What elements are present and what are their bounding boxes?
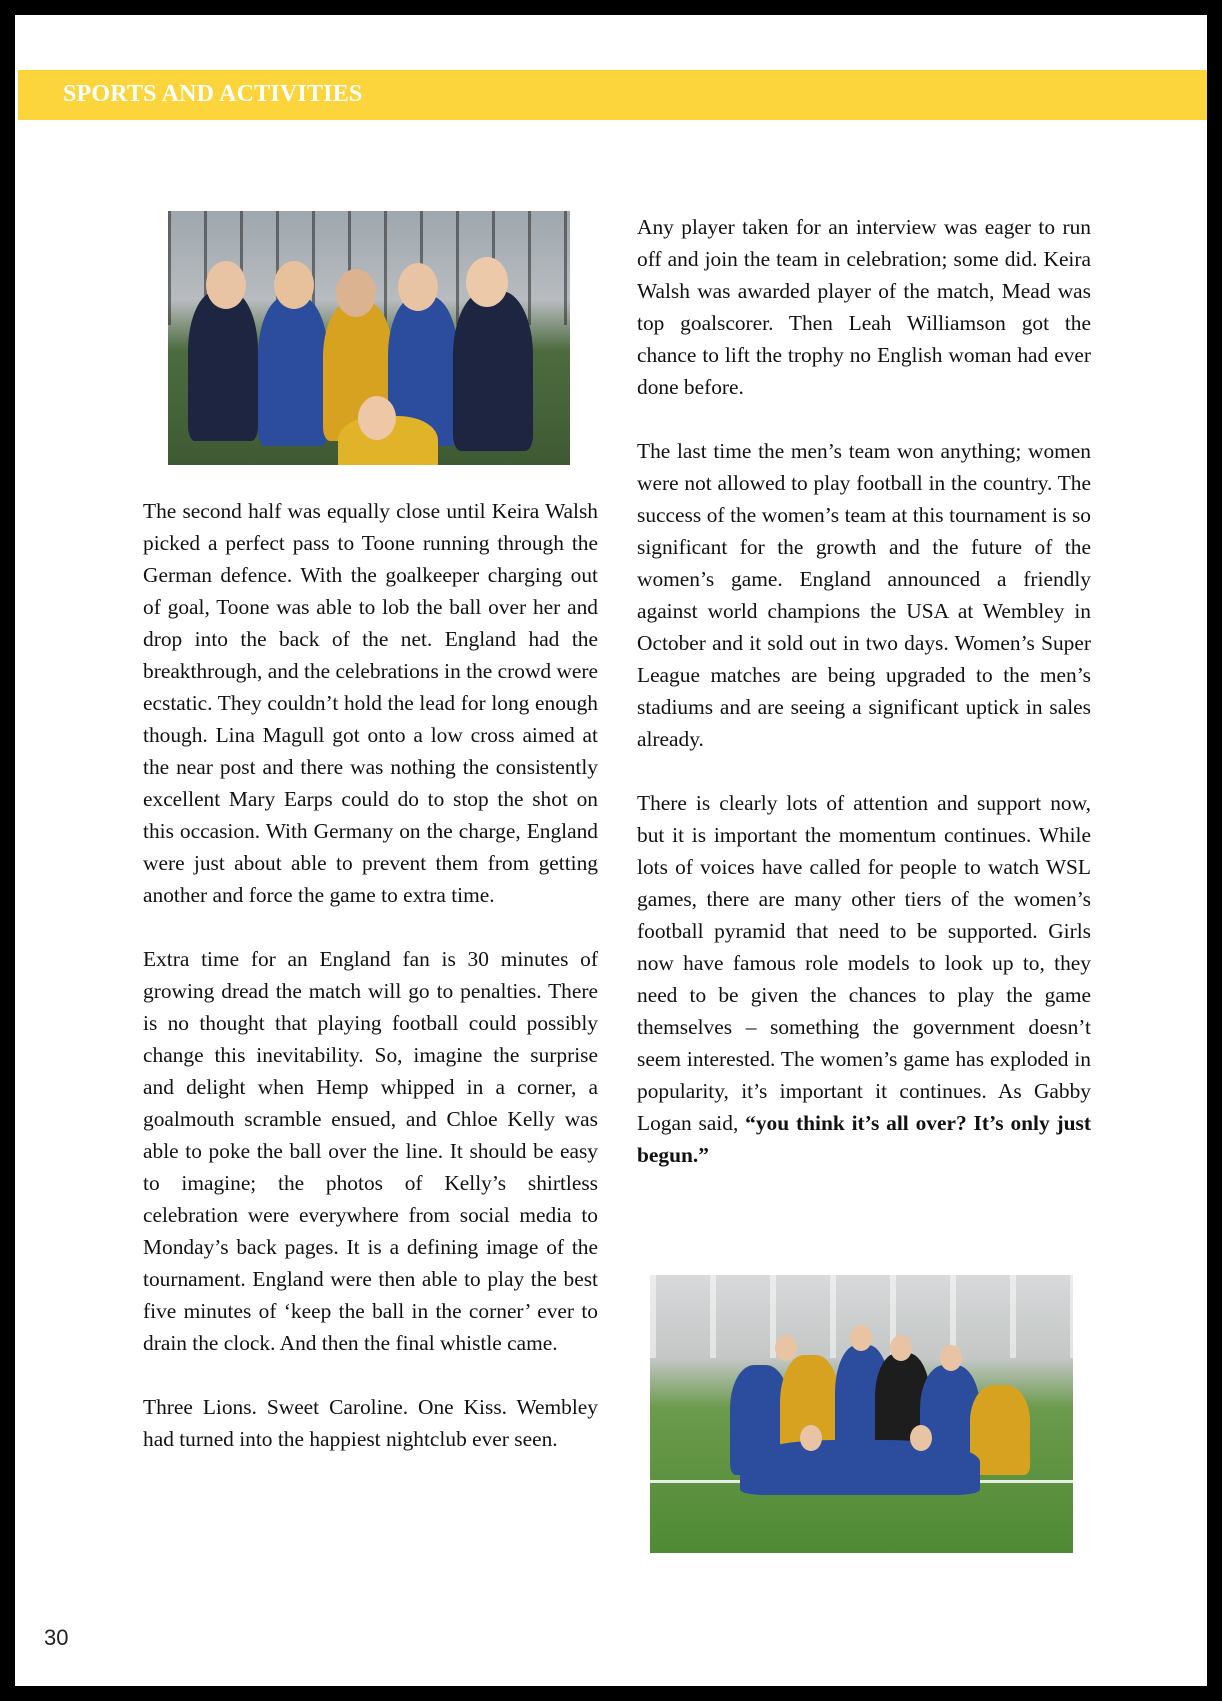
magazine-page: [15, 15, 1207, 1686]
paragraph: The last time the men’s team won anything; women were not allowed to play football in the country. The success of the women’s team at this tournament is so significant for the growth and the future of the women’s game. England announced a friendly against world champions the USA at Wembley in October and it sold out in two days. Women’s Super League matches are being upgraded to the men’s stadiums and are seeing a significant uptick in sales already.: [637, 439, 1091, 751]
closing-quote: “you think it’s all over? It’s only just begun.”: [637, 1111, 1091, 1167]
team-group-photo: [650, 1275, 1073, 1553]
right-column: [637, 211, 1091, 1203]
team-medals-photo: [168, 211, 570, 465]
section-title: SPORTS AND ACTIVITIES: [63, 81, 363, 107]
section-banner: [18, 70, 1207, 120]
paragraph-text: There is clearly lots of attention and support now, but it is important the momentum continues. While lots of voices have called for people to watch WSL games, there are many other tiers of the women’s football pyramid that need to be supported. Girls now have famous role models to look up to, they need to be given the chances to play the game themselves – something the government doesn’t seem interested. The women’s game has exploded in popularity, it’s important it continues. As Gabby Logan said,: [637, 791, 1091, 1135]
paragraph: Extra time for an England fan is 30 minutes of growing dread the match will go to penalties. There is no thought that playing football could possibly change this inevitability. So, imagine the surprise and delight when Hemp whipped in a corner, a goalmouth scramble ensued, and Chloe Kelly was able to poke the ball over the line. It should be easy to imagine; the photos of Kelly’s shirtless celebration were everywhere from social media to Monday’s back pages. It is a defining image of the tournament. England were then able to play the best five minutes of ‘keep the ball in the corner’ ever to drain the clock. And then the final whistle came.: [143, 947, 598, 1355]
left-column: [143, 495, 598, 1487]
paragraph: Three Lions. Sweet Caroline. One Kiss. Wembley had turned into the happiest nightclub ever seen.: [143, 1395, 598, 1451]
paragraph: Any player taken for an interview was eager to run off and join the team in celebration; some did. Keira Walsh was awarded player of the match, Mead was top goalscorer. Then Leah Williamson got the chance to lift the trophy no English woman had ever done before.: [637, 215, 1091, 399]
page-number: 30: [44, 1625, 69, 1650]
paragraph: The second half was equally close until Keira Walsh picked a perfect pass to Toone running through the German defence. With the goalkeeper charging out of goal, Toone was able to lob the ball over her and drop into the back of the net. England had the breakthrough, and the celebrations in the crowd were ecstatic. They couldn’t hold the lead for long enough though. Lina Magull got onto a low cross aimed at the near post and there was nothing the consistently excellent Mary Earps could do to stop the shot on this occasion. With Germany on the charge, England were just about able to prevent them from getting another and force the game to extra time.: [143, 499, 598, 907]
paragraph-closing: [637, 787, 1091, 1171]
